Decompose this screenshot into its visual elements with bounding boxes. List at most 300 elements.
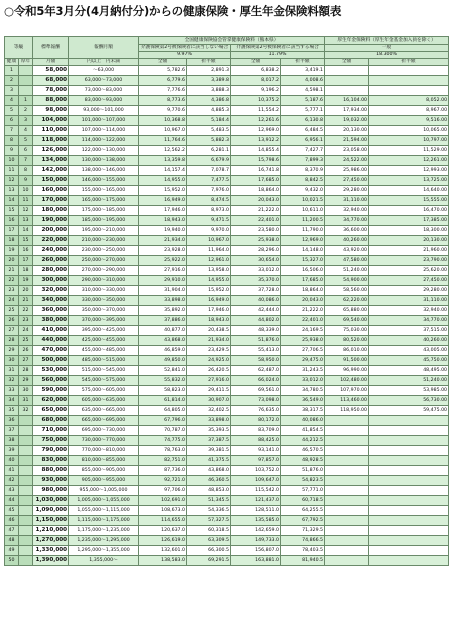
total-b-cell: 97,857.0 bbox=[231, 456, 281, 466]
total-b-cell: 37,728.0 bbox=[231, 286, 281, 296]
standard-amount-cell: 240,000 bbox=[33, 246, 69, 256]
grade-pension-cell bbox=[19, 496, 33, 506]
half-c-cell bbox=[369, 476, 449, 486]
table-row bbox=[5, 326, 449, 336]
total-a-cell: 35,892.0 bbox=[139, 306, 187, 316]
grade-health-cell: 12 bbox=[5, 176, 19, 186]
monthly-range-cell: 146,000～155,000 bbox=[69, 176, 139, 186]
total-c-cell: 27,450.00 bbox=[325, 176, 369, 186]
grade-health-cell: 46 bbox=[5, 516, 19, 526]
table-row bbox=[5, 186, 449, 196]
standard-amount-cell: 180,000 bbox=[33, 206, 69, 216]
half-b-cell: 67,792.5 bbox=[281, 516, 325, 526]
half-b-cell: 11,790.0 bbox=[281, 226, 325, 236]
half-b-cell: 18,864.0 bbox=[281, 286, 325, 296]
half-c-cell bbox=[369, 556, 449, 566]
total-b-cell: 22,401.0 bbox=[231, 216, 281, 226]
standard-amount-cell: 150,000 bbox=[33, 176, 69, 186]
half-b-cell: 54,823.5 bbox=[281, 476, 325, 486]
half-c-cell bbox=[369, 526, 449, 536]
monthly-range-cell: 370,000～395,000 bbox=[69, 316, 139, 326]
total-b-cell: 76,635.0 bbox=[231, 406, 281, 416]
grade-pension-cell: 29 bbox=[19, 376, 33, 386]
half-c-cell bbox=[369, 506, 449, 516]
half-b-cell: 44,212.5 bbox=[281, 436, 325, 446]
total-b-cell: 6,838.2 bbox=[231, 66, 281, 76]
half-c-cell: 10,797.00 bbox=[369, 136, 449, 146]
grade-pension-cell: 11 bbox=[19, 196, 33, 206]
grade-health-cell: 6 bbox=[5, 116, 19, 126]
table-row bbox=[5, 476, 449, 486]
total-c-cell bbox=[325, 66, 369, 76]
page-title: ○令和5年3月分(4月納付分)からの健康保険・厚生年金保険料額表 bbox=[4, 4, 342, 18]
total-a-cell: 25,922.0 bbox=[139, 256, 187, 266]
table-row bbox=[5, 456, 449, 466]
half-b-cell: 4,598.1 bbox=[281, 86, 325, 96]
table-row bbox=[5, 216, 449, 226]
total-a-cell: 11,764.6 bbox=[139, 136, 187, 146]
standard-amount-cell: 142,000 bbox=[33, 166, 69, 176]
half-b-cell: 31,243.5 bbox=[281, 366, 325, 376]
standard-amount-cell: 98,000 bbox=[33, 106, 69, 116]
half-a-cell: 29,411.5 bbox=[187, 386, 231, 396]
half-b-cell: 71,329.5 bbox=[281, 526, 325, 536]
half-c-cell: 32,940.00 bbox=[369, 306, 449, 316]
standard-amount-cell: 280,000 bbox=[33, 266, 69, 276]
total-a-cell: 52,841.0 bbox=[139, 366, 187, 376]
half-a-cell: 32,402.5 bbox=[187, 406, 231, 416]
total-b-cell: 83,709.0 bbox=[231, 426, 281, 436]
monthly-range-cell: 515,000～545,000 bbox=[69, 366, 139, 376]
grade-health-cell: 35 bbox=[5, 406, 19, 416]
standard-amount-cell: 530,000 bbox=[33, 366, 69, 376]
total-b-header: 全額 bbox=[231, 59, 281, 66]
half-b-cell: 11,200.5 bbox=[281, 216, 325, 226]
standard-amount-cell: 380,000 bbox=[33, 316, 69, 326]
half-a-cell: 46,360.5 bbox=[187, 476, 231, 486]
half-c-cell: 48,495.00 bbox=[369, 366, 449, 376]
standard-amount-cell: 88,000 bbox=[33, 96, 69, 106]
grade-pension-cell: 27 bbox=[19, 356, 33, 366]
grade-health-cell: 28 bbox=[5, 336, 19, 346]
half-c-cell: 27,450.00 bbox=[369, 276, 449, 286]
health-group-header: 全国健康保険協会管掌健康保険料（熊本県） bbox=[139, 37, 325, 45]
standard-amount-cell: 104,000 bbox=[33, 116, 69, 126]
monthly-range-cell: 1,355,000～ bbox=[69, 556, 139, 566]
grade-health-cell: 9 bbox=[5, 146, 19, 156]
grade-health-cell: 22 bbox=[5, 276, 19, 286]
standard-amount-cell: 126,000 bbox=[33, 146, 69, 156]
total-b-cell: 73,098.0 bbox=[231, 396, 281, 406]
table-row bbox=[5, 96, 449, 106]
grade-health-cell: 18 bbox=[5, 236, 19, 246]
total-b-cell: 163,881.0 bbox=[231, 556, 281, 566]
monthly-range-cell: 250,000～270,000 bbox=[69, 256, 139, 266]
total-c-cell: 91,500.00 bbox=[325, 356, 369, 366]
table-row bbox=[5, 126, 449, 136]
grade-health-cell: 50 bbox=[5, 556, 19, 566]
half-c-cell bbox=[369, 536, 449, 546]
total-a-header: 全額 bbox=[139, 59, 187, 66]
half-b-cell: 8,842.5 bbox=[281, 176, 325, 186]
half-c-cell: 34,770.00 bbox=[369, 316, 449, 326]
half-a-cell: 3,888.3 bbox=[187, 86, 231, 96]
half-a-cell: 66,300.5 bbox=[187, 546, 231, 556]
standard-amount-cell: 680,000 bbox=[33, 416, 69, 426]
half-b-cell: 29,475.0 bbox=[281, 356, 325, 366]
half-b-cell: 7,899.3 bbox=[281, 156, 325, 166]
total-a-cell: 92,721.0 bbox=[139, 476, 187, 486]
standard-amount-cell: 200,000 bbox=[33, 226, 69, 236]
grade-health-cell: 41 bbox=[5, 466, 19, 476]
grade-pension-cell: 28 bbox=[19, 366, 33, 376]
grade-health-cell: 20 bbox=[5, 256, 19, 266]
grade-pension-cell bbox=[19, 86, 33, 96]
grade-health-cell: 17 bbox=[5, 226, 19, 236]
total-c-cell: 24,522.00 bbox=[325, 156, 369, 166]
half-c-cell bbox=[369, 66, 449, 76]
half-c-cell: 8,967.00 bbox=[369, 106, 449, 116]
total-b-cell: 42,444.0 bbox=[231, 306, 281, 316]
total-a-cell: 82,751.0 bbox=[139, 456, 187, 466]
total-a-cell: 58,823.0 bbox=[139, 386, 187, 396]
total-a-cell: 33,898.0 bbox=[139, 296, 187, 306]
total-a-cell: 40,877.0 bbox=[139, 326, 187, 336]
standard-amount-cell: 1,150,000 bbox=[33, 516, 69, 526]
monthly-range-cell: 138,000～146,000 bbox=[69, 166, 139, 176]
half-c-cell: 18,300.00 bbox=[369, 226, 449, 236]
table-row bbox=[5, 376, 449, 386]
total-c-cell bbox=[325, 546, 369, 556]
half-c-cell: 59,475.00 bbox=[369, 406, 449, 416]
total-b-cell: 51,876.0 bbox=[231, 336, 281, 346]
grade-pension-cell: 1 bbox=[19, 96, 33, 106]
standard-amount-cell: 320,000 bbox=[33, 286, 69, 296]
total-b-cell: 109,647.0 bbox=[231, 476, 281, 486]
monthly-range-cell: 485,000～515,000 bbox=[69, 356, 139, 366]
grade-health-cell: 7 bbox=[5, 126, 19, 136]
half-b-cell: 24,169.5 bbox=[281, 326, 325, 336]
total-c-cell bbox=[325, 516, 369, 526]
monthly-range-cell: 575,000～605,000 bbox=[69, 386, 139, 396]
half-b-cell: 74,866.5 bbox=[281, 536, 325, 546]
half-c-cell: 45,750.00 bbox=[369, 356, 449, 366]
col-b-header: 介護保険第2号被保険者に該当する場合 bbox=[231, 45, 325, 52]
grade-health-cell: 30 bbox=[5, 356, 19, 366]
table-row bbox=[5, 446, 449, 456]
grade-health-cell: 19 bbox=[5, 246, 19, 256]
total-c-cell: 47,580.00 bbox=[325, 256, 369, 266]
grade-pension-cell: 7 bbox=[19, 156, 33, 166]
grade-pension-cell: 15 bbox=[19, 236, 33, 246]
table-row bbox=[5, 356, 449, 366]
monthly-range-cell: 155,000～165,000 bbox=[69, 186, 139, 196]
half-a-cell: 8,973.0 bbox=[187, 206, 231, 216]
total-c-cell: 96,990.00 bbox=[325, 366, 369, 376]
table-row bbox=[5, 116, 449, 126]
total-c-cell: 75,030.00 bbox=[325, 326, 369, 336]
total-b-cell: 35,370.0 bbox=[231, 276, 281, 286]
standard-amount-cell: 790,000 bbox=[33, 446, 69, 456]
monthly-range-cell: 1,175,000～1,235,000 bbox=[69, 526, 139, 536]
total-c-cell: 19,032.00 bbox=[325, 116, 369, 126]
grade-pension-cell bbox=[19, 546, 33, 556]
total-c-cell: 23,058.00 bbox=[325, 146, 369, 156]
total-c-cell: 51,240.00 bbox=[325, 266, 369, 276]
table-row bbox=[5, 486, 449, 496]
half-c-cell: 29,280.00 bbox=[369, 286, 449, 296]
table-row bbox=[5, 556, 449, 566]
total-a-cell: 126,619.0 bbox=[139, 536, 187, 546]
half-a-cell: 8,474.5 bbox=[187, 196, 231, 206]
half-c-cell: 23,790.00 bbox=[369, 256, 449, 266]
grade-pension-cell: 24 bbox=[19, 326, 33, 336]
monthly-header: 報酬月額 bbox=[69, 37, 139, 59]
total-b-cell: 80,172.0 bbox=[231, 416, 281, 426]
grade-health-cell: 42 bbox=[5, 476, 19, 486]
total-c-cell: 29,280.00 bbox=[325, 186, 369, 196]
half-a-cell: 10,967.0 bbox=[187, 236, 231, 246]
monthly-range-cell: 83,000～93,000 bbox=[69, 96, 139, 106]
half-c-cell: 40,260.00 bbox=[369, 336, 449, 346]
grade-pension-cell: 12 bbox=[19, 206, 33, 216]
total-c-cell: 40,260.00 bbox=[325, 236, 369, 246]
total-b-cell: 15,798.6 bbox=[231, 156, 281, 166]
half-a-cell: 26,420.5 bbox=[187, 366, 231, 376]
half-b-cell: 78,403.5 bbox=[281, 546, 325, 556]
total-c-cell bbox=[325, 446, 369, 456]
half-c-cell bbox=[369, 436, 449, 446]
grade-pension-cell: 25 bbox=[19, 336, 33, 346]
monthly-range-cell: 695,000～730,000 bbox=[69, 426, 139, 436]
standard-amount-cell: 340,000 bbox=[33, 296, 69, 306]
half-a-cell: 7,477.5 bbox=[187, 176, 231, 186]
half-c-cell bbox=[369, 466, 449, 476]
half-a-cell: 57,327.5 bbox=[187, 516, 231, 526]
table-row bbox=[5, 366, 449, 376]
half-c-cell bbox=[369, 416, 449, 426]
total-a-cell: 5,782.6 bbox=[139, 66, 187, 76]
half-a-cell: 3,389.8 bbox=[187, 76, 231, 86]
table-row bbox=[5, 406, 449, 416]
total-a-cell: 49,850.0 bbox=[139, 356, 187, 366]
grade-sub-b: 厚年 bbox=[19, 59, 33, 66]
total-b-cell: 16,741.8 bbox=[231, 166, 281, 176]
total-a-cell: 18,943.0 bbox=[139, 216, 187, 226]
table-row bbox=[5, 506, 449, 516]
total-a-cell: 13,359.8 bbox=[139, 156, 187, 166]
total-a-cell: 16,949.0 bbox=[139, 196, 187, 206]
monthly-range-cell: 310,000～330,000 bbox=[69, 286, 139, 296]
monthly-range-cell: 290,000～310,000 bbox=[69, 276, 139, 286]
standard-amount-cell: 134,000 bbox=[33, 156, 69, 166]
half-a-cell: 51,345.5 bbox=[187, 496, 231, 506]
standard-amount-cell: 260,000 bbox=[33, 256, 69, 266]
grade-health-cell: 47 bbox=[5, 526, 19, 536]
standard-amount-cell: 360,000 bbox=[33, 306, 69, 316]
total-b-cell: 9,196.2 bbox=[231, 86, 281, 96]
half-a-cell: 4,885.3 bbox=[187, 106, 231, 116]
total-c-cell: 54,900.00 bbox=[325, 276, 369, 286]
half-c-cell: 12,993.00 bbox=[369, 166, 449, 176]
total-b-cell: 10,375.2 bbox=[231, 96, 281, 106]
total-c-cell: 80,520.00 bbox=[325, 336, 369, 346]
total-a-cell: 61,814.0 bbox=[139, 396, 187, 406]
total-a-cell: 114,655.0 bbox=[139, 516, 187, 526]
total-a-cell: 14,157.4 bbox=[139, 166, 187, 176]
total-a-cell: 74,775.0 bbox=[139, 436, 187, 446]
total-b-cell: 11,554.2 bbox=[231, 106, 281, 116]
monthly-range-cell: 270,000～290,000 bbox=[69, 266, 139, 276]
total-b-cell: 25,938.0 bbox=[231, 236, 281, 246]
half-c-cell bbox=[369, 426, 449, 436]
total-b-cell: 12,261.6 bbox=[231, 116, 281, 126]
total-c-cell: 102,480.00 bbox=[325, 376, 369, 386]
half-c-cell: 51,240.00 bbox=[369, 376, 449, 386]
grade-pension-cell bbox=[19, 466, 33, 476]
half-c-cell bbox=[369, 486, 449, 496]
grade-health-cell: 48 bbox=[5, 536, 19, 546]
table-row bbox=[5, 76, 449, 86]
grade-pension-cell: 23 bbox=[19, 316, 33, 326]
table-row bbox=[5, 516, 449, 526]
grade-health-cell: 36 bbox=[5, 416, 19, 426]
half-b-cell: 10,611.0 bbox=[281, 206, 325, 216]
total-b-cell: 69,561.0 bbox=[231, 386, 281, 396]
total-c-cell: 43,920.00 bbox=[325, 246, 369, 256]
grade-pension-cell bbox=[19, 536, 33, 546]
half-a-cell: 6,281.1 bbox=[187, 146, 231, 156]
half-a-cell: 60,318.5 bbox=[187, 526, 231, 536]
half-a-cell: 33,898.0 bbox=[187, 416, 231, 426]
grade-health-cell: 5 bbox=[5, 106, 19, 116]
total-a-cell: 23,928.0 bbox=[139, 246, 187, 256]
half-b-cell: 81,940.5 bbox=[281, 556, 325, 566]
total-b-cell: 48,339.0 bbox=[231, 326, 281, 336]
half-c-cell bbox=[369, 496, 449, 506]
grade-pension-cell: 9 bbox=[19, 176, 33, 186]
table-row bbox=[5, 496, 449, 506]
standard-amount-cell: 58,000 bbox=[33, 66, 69, 76]
monthly-range-cell: 455,000～485,000 bbox=[69, 346, 139, 356]
monthly-range-cell: 1,005,000～1,055,000 bbox=[69, 496, 139, 506]
total-b-cell: 142,659.0 bbox=[231, 526, 281, 536]
table-row bbox=[5, 536, 449, 546]
half-a-cell: 6,679.9 bbox=[187, 156, 231, 166]
total-c-cell: 107,970.00 bbox=[325, 386, 369, 396]
standard-amount-cell: 980,000 bbox=[33, 486, 69, 496]
half-b-cell: 48,928.5 bbox=[281, 456, 325, 466]
table-row bbox=[5, 466, 449, 476]
total-b-cell: 30,654.0 bbox=[231, 256, 281, 266]
half-a-cell: 13,958.0 bbox=[187, 266, 231, 276]
grade-pension-cell: 32 bbox=[19, 406, 33, 416]
rate-a: 9.97% bbox=[139, 52, 231, 59]
total-b-cell: 135,585.0 bbox=[231, 516, 281, 526]
total-c-cell: 58,560.00 bbox=[325, 286, 369, 296]
half-a-cell: 35,393.5 bbox=[187, 426, 231, 436]
table-row bbox=[5, 386, 449, 396]
total-c-cell: 34,770.00 bbox=[325, 216, 369, 226]
half-b-cell: 33,012.0 bbox=[281, 376, 325, 386]
col-a-header: 介護保険第2号被保険者に該当しない場合 bbox=[139, 45, 231, 52]
grade-health-cell: 43 bbox=[5, 486, 19, 496]
table-row bbox=[5, 286, 449, 296]
grade-pension-cell bbox=[19, 426, 33, 436]
standard-amount-cell: 300,000 bbox=[33, 276, 69, 286]
half-b-cell: 17,685.0 bbox=[281, 276, 325, 286]
standard-amount-cell: 930,000 bbox=[33, 476, 69, 486]
table-row bbox=[5, 136, 449, 146]
half-a-cell: 5,882.3 bbox=[187, 136, 231, 146]
total-b-cell: 62,487.0 bbox=[231, 366, 281, 376]
monthly-range-cell: 130,000～138,000 bbox=[69, 156, 139, 166]
monthly-range-cell: 1,295,000～1,355,000 bbox=[69, 546, 139, 556]
total-c-cell bbox=[325, 86, 369, 96]
grade-health-cell: 26 bbox=[5, 316, 19, 326]
total-a-cell: 14,955.0 bbox=[139, 176, 187, 186]
half-a-cell: 16,949.0 bbox=[187, 296, 231, 306]
total-c-cell bbox=[325, 466, 369, 476]
total-b-cell: 28,296.0 bbox=[231, 246, 281, 256]
grade-health-cell: 34 bbox=[5, 396, 19, 406]
half-c-cell bbox=[369, 446, 449, 456]
table-row bbox=[5, 196, 449, 206]
half-a-cell: 18,943.0 bbox=[187, 316, 231, 326]
monthly-range-cell: ～63,000 bbox=[69, 66, 139, 76]
standard-header: 標準報酬 bbox=[33, 37, 69, 59]
half-c-cell bbox=[369, 546, 449, 556]
total-b-cell: 93,141.0 bbox=[231, 446, 281, 456]
standard-amount-cell: 1,090,000 bbox=[33, 506, 69, 516]
total-a-cell: 7,776.6 bbox=[139, 86, 187, 96]
total-b-cell: 17,685.0 bbox=[231, 176, 281, 186]
monthly-range-cell: 395,000～425,000 bbox=[69, 326, 139, 336]
total-c-cell bbox=[325, 526, 369, 536]
standard-amount-cell: 620,000 bbox=[33, 396, 69, 406]
grade-health-cell: 1 bbox=[5, 66, 19, 76]
standard-amount-cell: 190,000 bbox=[33, 216, 69, 226]
half-b-cell: 64,255.5 bbox=[281, 506, 325, 516]
total-b-cell: 115,542.0 bbox=[231, 486, 281, 496]
grade-pension-cell bbox=[19, 66, 33, 76]
grade-health-cell: 21 bbox=[5, 266, 19, 276]
table-row bbox=[5, 206, 449, 216]
grade-pension-cell bbox=[19, 476, 33, 486]
total-b-cell: 44,802.0 bbox=[231, 316, 281, 326]
grade-health-cell: 31 bbox=[5, 366, 19, 376]
total-c-cell bbox=[325, 476, 369, 486]
half-c-cell: 37,515.00 bbox=[369, 326, 449, 336]
total-a-cell: 132,601.0 bbox=[139, 546, 187, 556]
half-c-cell: 8,052.00 bbox=[369, 96, 449, 106]
total-b-cell: 23,580.0 bbox=[231, 226, 281, 236]
standard-amount-cell: 410,000 bbox=[33, 326, 69, 336]
total-b-cell: 12,969.0 bbox=[231, 126, 281, 136]
total-b-cell: 21,222.0 bbox=[231, 206, 281, 216]
total-c-cell bbox=[325, 506, 369, 516]
half-a-cell: 43,868.0 bbox=[187, 466, 231, 476]
standard-amount-cell: 560,000 bbox=[33, 376, 69, 386]
half-a-cell: 30,907.0 bbox=[187, 396, 231, 406]
standard-amount-cell: 830,000 bbox=[33, 456, 69, 466]
standard-amount-cell: 68,000 bbox=[33, 76, 69, 86]
half-b-cell: 16,506.0 bbox=[281, 266, 325, 276]
half-a-cell: 7,976.0 bbox=[187, 186, 231, 196]
grade-health-cell: 4 bbox=[5, 96, 19, 106]
grade-pension-cell bbox=[19, 556, 33, 566]
total-c-cell: 17,934.00 bbox=[325, 106, 369, 116]
